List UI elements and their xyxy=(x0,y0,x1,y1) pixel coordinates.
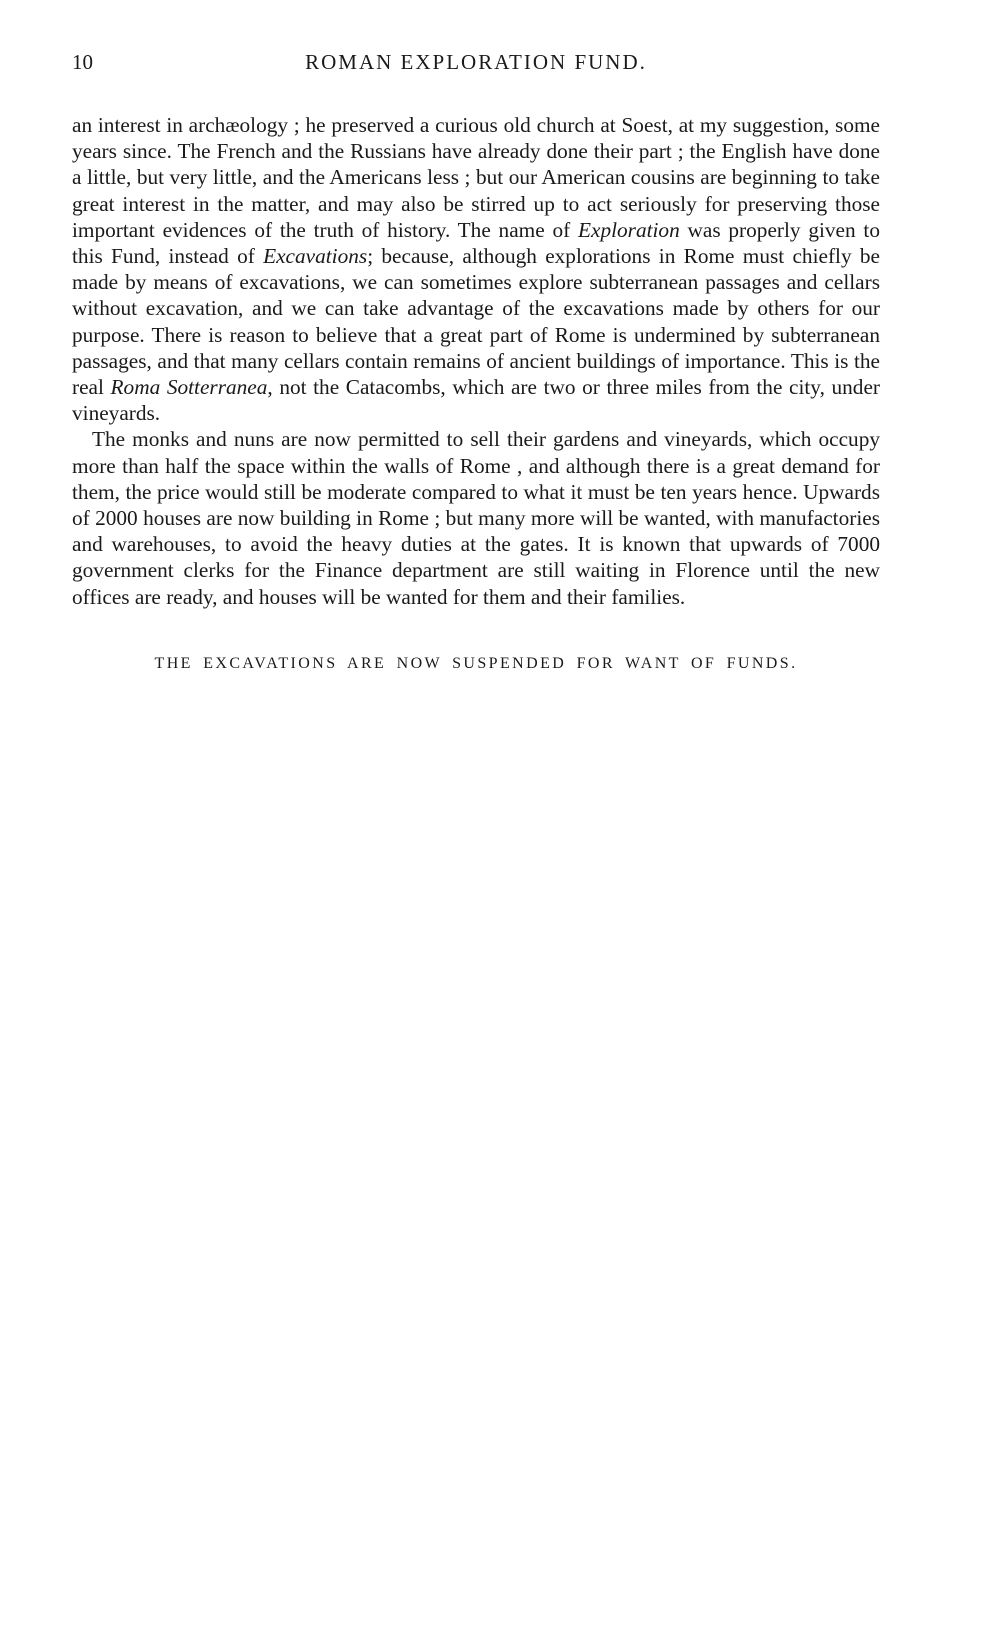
paragraph-1-part-4: , not the Catacombs, which are two or three miles from the city, under vineyards. xyxy=(72,375,880,426)
running-head xyxy=(72,50,880,82)
page-number: 10 xyxy=(72,50,93,74)
running-title: ROMAN EXPLORATION FUND. xyxy=(305,50,647,74)
paragraph-1 xyxy=(72,112,880,426)
paragraph-1-part-3: ; because, although explorations in Rome must chiefly be made by means of excavations, we can sometimes explore subterranean passages and cellars without excavation, and we can take advantage of the excavations made by others for our purpose. There is reason to believe that a great part of Rome is undermined by subterranean passages, and that many cellars contain remains of ancient buildings of importance. This is the real xyxy=(72,244,880,400)
body-text xyxy=(72,112,880,610)
italic-excavations: Excavations xyxy=(263,244,368,269)
paragraph-1-part-1: an interest in archæology ; he preserved a curious old church at Soest, at my suggestion, some years since. The French and the Russians have already done their part ; the English have done a little, but very little, and the Americans less ; but our American cousins are beginning to take great interest in the matter, and may also be stirred up to act seriously for preserving those important evidences of the truth of history. The name of xyxy=(72,113,880,242)
paragraph-2: The monks and nuns are now permitted to sell their gardens and vineyards, which occupy more than half the space within the walls of Rome , and although there is a great demand for them, the price would still be moderate compared to what it must be ten years hence. Upwards of 2000 houses are now building in Rome ; but many more will be wanted, with manufactories and warehouses, to avoid the heavy duties at the gates. It is known that upwards of 7000 government clerks for the Finance department are still waiting in Florence until the new offices are ready, and houses will be wanted for them and their families. xyxy=(72,427,880,609)
italic-roma-sotterranea: Roma Sotterranea xyxy=(110,375,268,400)
funding-notice: THE EXCAVATIONS ARE NOW SUSPENDED FOR WANT OF FUNDS. xyxy=(154,654,798,672)
book-page xyxy=(72,50,880,673)
paragraph-1-part-2: was properly given to this Fund, instead of xyxy=(72,217,881,269)
italic-exploration: Exploration xyxy=(577,217,680,242)
